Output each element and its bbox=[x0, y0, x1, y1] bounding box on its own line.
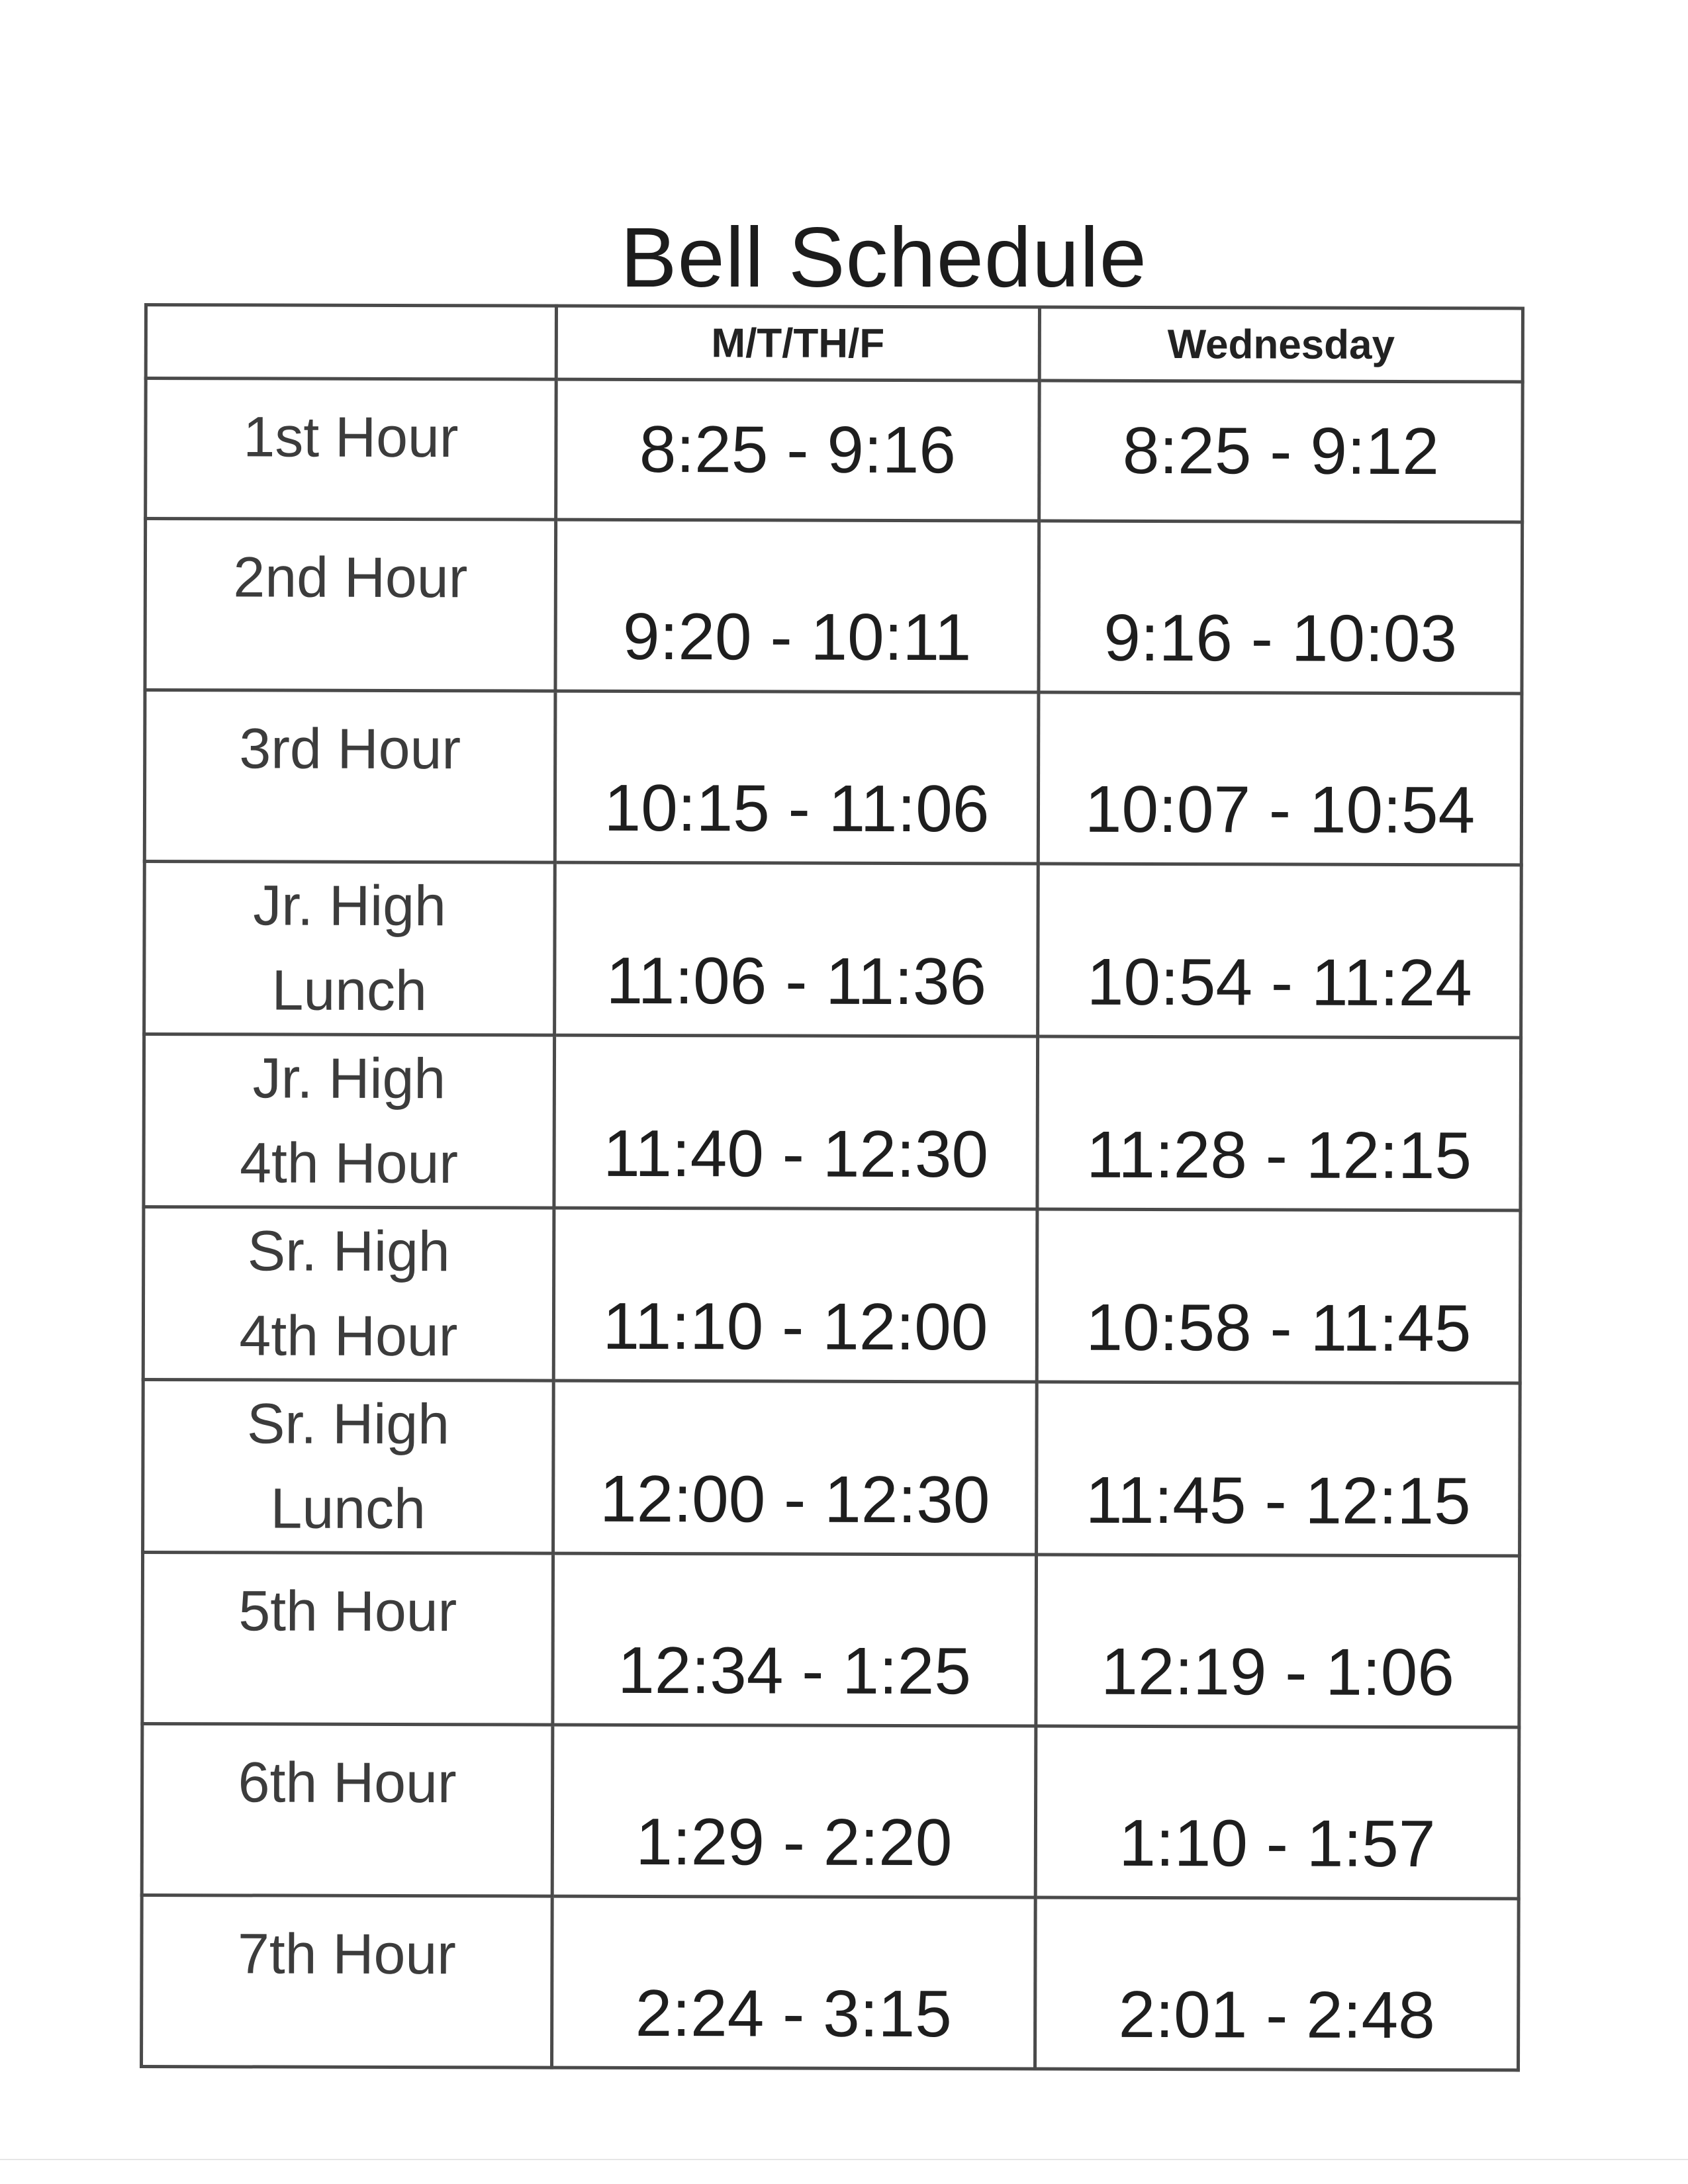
time-mtthf: 11:40 - 12:30 bbox=[554, 1035, 1038, 1209]
time-mtthf: 1:29 - 2:20 bbox=[552, 1725, 1036, 1897]
time-mtthf: 10:15 - 11:06 bbox=[555, 691, 1039, 864]
table-row bbox=[142, 1553, 1520, 1727]
table-row bbox=[142, 1895, 1519, 2070]
table-row bbox=[144, 690, 1522, 865]
time-wednesday: 10:54 - 11:24 bbox=[1038, 864, 1522, 1038]
time-wednesday: 11:28 - 12:15 bbox=[1037, 1036, 1521, 1210]
time-mtthf: 12:00 - 12:30 bbox=[553, 1381, 1037, 1555]
time-wednesday: 10:58 - 11:45 bbox=[1037, 1209, 1521, 1383]
header-wednesday: Wednesday bbox=[1039, 307, 1523, 382]
time-wednesday: 1:10 - 1:57 bbox=[1035, 1726, 1519, 1899]
time-mtthf: 8:25 - 9:16 bbox=[556, 379, 1040, 521]
period-label: 7th Hour bbox=[142, 1895, 553, 2068]
table-row bbox=[146, 379, 1523, 522]
table-header-row bbox=[146, 305, 1523, 382]
time-mtthf: 11:10 - 12:00 bbox=[553, 1208, 1037, 1382]
time-wednesday: 9:16 - 10:03 bbox=[1039, 521, 1523, 694]
period-label: Sr. High 4th Hour bbox=[143, 1207, 554, 1381]
period-label: Jr. High Lunch bbox=[144, 862, 555, 1036]
time-wednesday: 8:25 - 9:12 bbox=[1039, 381, 1523, 522]
table-row bbox=[145, 519, 1523, 694]
time-mtthf: 2:24 - 3:15 bbox=[552, 1896, 1036, 2069]
period-label: 5th Hour bbox=[142, 1553, 553, 1725]
table-row bbox=[142, 1723, 1519, 1898]
header-empty-cell bbox=[146, 305, 556, 380]
period-label: 1st Hour bbox=[146, 379, 557, 520]
bell-schedule-table bbox=[140, 303, 1524, 2071]
time-wednesday: 10:07 - 10:54 bbox=[1038, 692, 1522, 865]
period-label: Jr. High 4th Hour bbox=[144, 1034, 555, 1208]
time-wednesday: 11:45 - 12:15 bbox=[1037, 1382, 1521, 1556]
header-mtthf: M/T/TH/F bbox=[556, 306, 1039, 381]
period-label: Sr. High Lunch bbox=[143, 1380, 554, 1554]
table-row bbox=[143, 1207, 1521, 1383]
time-mtthf: 11:06 - 11:36 bbox=[555, 862, 1039, 1036]
page-edge-divider bbox=[0, 2159, 1688, 2160]
table-row bbox=[144, 1034, 1521, 1210]
time-mtthf: 12:34 - 1:25 bbox=[553, 1553, 1037, 1726]
time-wednesday: 12:19 - 1:06 bbox=[1036, 1555, 1520, 1727]
time-mtthf: 9:20 - 10:11 bbox=[555, 520, 1039, 692]
page-title: Bell Schedule bbox=[620, 210, 1147, 305]
period-label: 6th Hour bbox=[142, 1723, 553, 1896]
period-label: 3rd Hour bbox=[144, 690, 555, 863]
period-label: 2nd Hour bbox=[145, 519, 556, 692]
table-row bbox=[144, 862, 1522, 1038]
table-row bbox=[143, 1380, 1521, 1556]
time-wednesday: 2:01 - 2:48 bbox=[1035, 1897, 1519, 2070]
